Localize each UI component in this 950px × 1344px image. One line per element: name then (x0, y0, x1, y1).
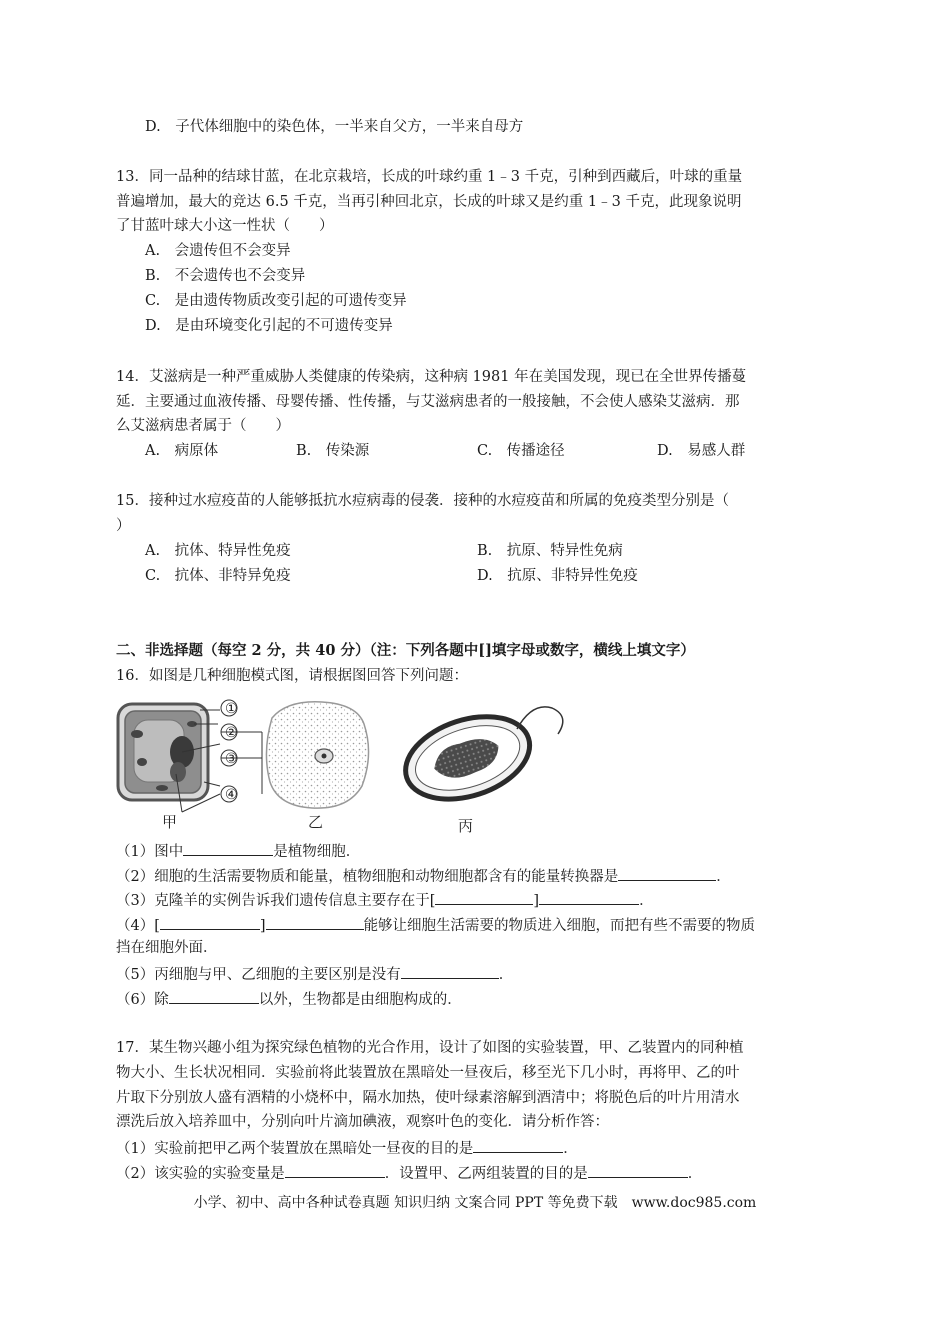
q16-part6-text: （6）除 (116, 992, 169, 1008)
q12-option-d: D. 子代体细胞中的染色体，一半来自父方，一半来自母方 (145, 119, 524, 135)
label-2: ② (225, 725, 238, 741)
q17-stem-line1: 17．某生物兴趣小组为探究绿色植物的光合作用，设计了如图的实验装置，甲、乙装置内的同种植 (116, 1040, 744, 1056)
q17-stem-line4: 漂洗后放入培养皿中，分别向叶片滴加碘液，观察叶色的变化．请分析作答： (116, 1114, 609, 1130)
q16-part2-text: （2）细胞的生活需要物质和能量，植物细胞和动物细胞都含有的能量转换器是 (116, 869, 619, 885)
q14-stem-line2: 延．主要通过血液传播、母婴传播、性传播，与艾滋病患者的一般接触，不会使人感染艾滋病．那 (116, 394, 740, 410)
q15-stem-line1: 15．接种过水痘疫苗的人能够抵抗水痘病毒的侵袭．接种的水痘疫苗和所属的免疫类型分别是（ (116, 493, 729, 509)
q16-part4-open: （4）[ (116, 918, 160, 934)
q16-part4-close: ] (259, 918, 266, 934)
cell-diagram-figure (112, 694, 592, 834)
q16-part1 (116, 840, 360, 862)
q17-stem-line3: 片取下分别放人盛有酒精的小烧杯中，隔水加热，使叶绿素溶解到酒清中；将脱色后的叶片用清水 (116, 1090, 740, 1106)
q13-stem-line1: 13．同一品种的结球甘蓝，在北京栽培，长成的叶球约重 1﹣3 千克，引种到西藏后，叶球的重量 (116, 169, 743, 185)
q16-part4 (116, 914, 755, 936)
q17-part2-mid: ．设置甲、乙两组装置的目的是 (384, 1166, 588, 1182)
q13-stem-line2: 普遍增加，最大的竞达 6.5 千克，当再引种回北京，长成的叶球又是约重 1﹣3 千克，此现象说明 (116, 194, 742, 210)
plant-cell-jia (118, 704, 208, 800)
caption-yi: 乙 (308, 813, 324, 831)
answer-blank[interactable] (401, 963, 499, 979)
q16-part5-text: （5）丙细胞与甲、乙细胞的主要区别是没有 (116, 967, 401, 983)
q16-part6-tail: 以外，生物都是由细胞构成的． (258, 992, 462, 1008)
q14-option-b: B. 传染源 (296, 443, 370, 459)
q16-part4-cont: 挡在细胞外面． (116, 940, 218, 956)
q16-part3 (116, 889, 654, 911)
q16-part1-tail: 是植物细胞． (273, 844, 361, 860)
q16-part6 (116, 988, 462, 1010)
answer-blank-bracket[interactable] (435, 889, 533, 905)
q17-part2 (116, 1162, 702, 1184)
q14-stem-line3: 么艾滋病患者属于（ ） (116, 418, 290, 434)
q16-intro: 16．如图是几种细胞模式图，请根据图回答下列问题： (116, 668, 468, 684)
q14-option-a: A. 病原体 (145, 443, 219, 459)
q17-part1-text: （1）实验前把甲乙两个装置放在黑暗处一昼夜的目的是 (116, 1141, 474, 1157)
answer-blank[interactable] (539, 889, 639, 905)
animal-cell-yi (266, 702, 368, 808)
q17-stem-line2: 物大小、生长状况相同．实验前将此装置放在黑暗处一昼夜后，移至光下几小时，再将甲、乙的叶 (116, 1065, 740, 1081)
q16-part4-text: 能够让细胞生活需要的物质进入细胞，而把有些不需要的物质 (363, 918, 756, 934)
q17-part1 (116, 1137, 578, 1159)
answer-blank[interactable] (266, 914, 364, 930)
q16-part5-tail: ． (498, 967, 514, 983)
label-4: ④ (225, 787, 238, 803)
q14-option-c: C. 传播途径 (477, 443, 565, 459)
q15-option-c: C. 抗体、非特异免疫 (145, 568, 291, 584)
q13-option-b: B. 不会遗传也不会变异 (145, 268, 306, 284)
answer-blank[interactable] (618, 865, 716, 881)
answer-blank[interactable] (588, 1162, 688, 1178)
label-1: ① (225, 701, 238, 717)
label-3: ③ (225, 751, 238, 767)
q16-part2 (116, 865, 731, 887)
q16-part1-text: （1）图中 (116, 844, 184, 860)
q15-stem-line2: ） (116, 518, 131, 534)
q15-option-b: B. 抗原、特异性免病 (477, 543, 623, 559)
section-heading: 二、非选择题（每空 2 分，共 40 分）（注：下列各题中[]填字母或数字，横线上填文字） (116, 642, 695, 659)
q14-option-d: D. 易感人群 (657, 443, 746, 459)
q13-option-d: D. 是由环境变化引起的不可遗传变异 (145, 318, 393, 334)
caption-jia: 甲 (162, 813, 178, 831)
q15-option-a: A. 抗体、特异性免疫 (145, 543, 291, 559)
page-footer: 小学、初中、高中各种试卷真题 知识归纳 文案合同 PPT 等免费下载 www.doc985.com (193, 1195, 757, 1211)
q16-part3-bracket: ] (533, 893, 540, 909)
q17-part1-tail: ． (563, 1141, 578, 1157)
q15-option-d: D. 抗原、非特异性免疫 (477, 568, 638, 584)
q16-part5 (116, 963, 513, 985)
answer-blank[interactable] (169, 988, 259, 1004)
answer-blank[interactable] (473, 1137, 563, 1153)
q16-part2-tail: ． (716, 869, 731, 885)
q16-part3-tail: ． (639, 893, 654, 909)
q16-part3-text: （3）克隆羊的实例告诉我们遗传信息主要存在于[ (116, 893, 436, 909)
answer-blank-bracket[interactable] (160, 914, 260, 930)
answer-blank[interactable] (285, 1162, 385, 1178)
q13-option-a: A. 会遗传但不会变异 (145, 243, 291, 259)
caption-bing: 丙 (458, 817, 474, 834)
q14-stem-line1: 14．艾滋病是一种严重威胁人类健康的传染病，这种病 1981 年在美国发现，现已在全世界传播蔓 (116, 369, 747, 385)
bacterium-bing (395, 702, 540, 814)
q13-option-c: C. 是由遗传物质改变引起的可遗传变异 (145, 293, 407, 309)
q17-part2-text: （2）该实验的实验变量是 (116, 1166, 285, 1182)
q17-part2-tail: ． (687, 1166, 703, 1182)
q13-stem-line3: 了甘蓝叶球大小这一性状（ ） (116, 218, 334, 234)
answer-blank[interactable] (183, 840, 273, 856)
